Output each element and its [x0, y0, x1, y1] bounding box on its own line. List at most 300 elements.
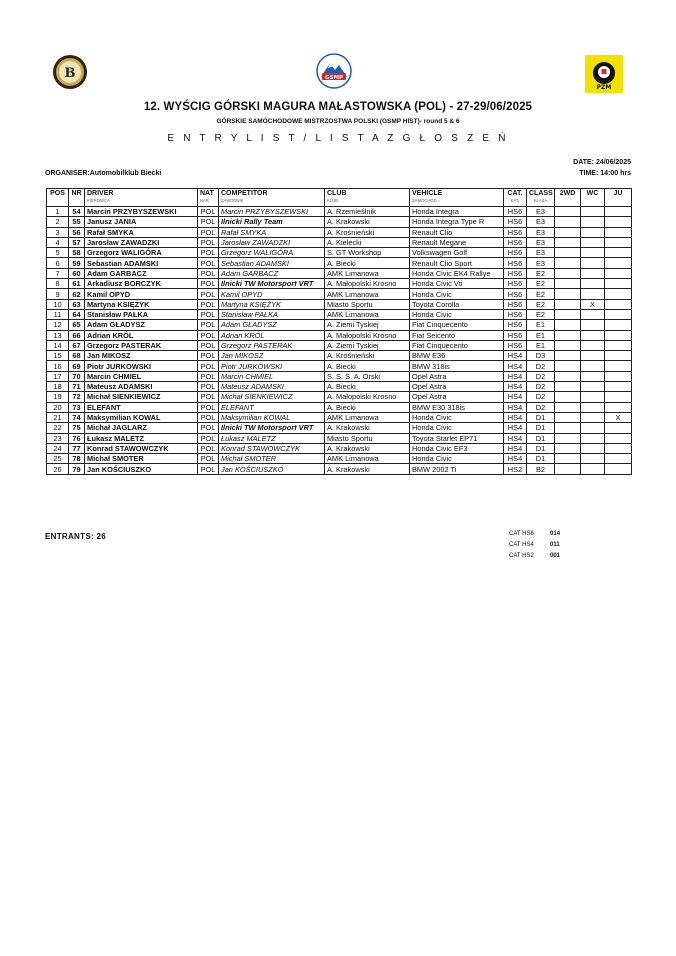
row-nat: POL [198, 207, 219, 217]
row-competitor: Martyna KSIĘŻYK [219, 299, 325, 309]
row-class: D1 [527, 433, 555, 443]
row-wc [581, 330, 605, 340]
row-driver: Rafał SMYKA [85, 227, 198, 237]
row-pos: 5 [47, 248, 69, 258]
row-2wd [555, 237, 581, 247]
row-driver: Janusz JANIA [85, 217, 198, 227]
row-driver: Marcin CHMIEL [85, 371, 198, 381]
row-vehicle: Honda Civic [410, 454, 504, 464]
row-ju [605, 361, 632, 371]
entry-list-table [46, 188, 632, 475]
row-2wd [555, 443, 581, 453]
row-vehicle: Honda Integra Type R [410, 217, 504, 227]
row-driver: Martyna KSIĘŻYK [85, 299, 198, 309]
row-class: D1 [527, 443, 555, 453]
row-pos: 14 [47, 340, 69, 350]
row-vehicle: Honda Civic [410, 309, 504, 319]
row-nr: 75 [69, 423, 85, 433]
row-ju [605, 371, 632, 381]
row-pos: 21 [47, 412, 69, 422]
row-driver: Adam GŁADYSZ [85, 320, 198, 330]
row-cat: HS6 [504, 207, 527, 217]
row-club: A. Krakowski [325, 464, 410, 474]
table-header [47, 189, 632, 207]
row-driver: Marcin PRZYBYSZEWSKI [85, 207, 198, 217]
row-pos: 12 [47, 320, 69, 330]
row-cat: HS6 [504, 309, 527, 319]
row-nat: POL [198, 392, 219, 402]
row-ju [605, 289, 632, 299]
row-competitor: Mateusz ADAMSKI [219, 382, 325, 392]
row-competitor: Michał SIENKIEWICZ [219, 392, 325, 402]
row-cat: HS6 [504, 258, 527, 268]
col-2wd: 2WD [555, 189, 581, 207]
row-competitor: Ilnicki Rally Team [219, 217, 325, 227]
row-ju [605, 330, 632, 340]
row-vehicle: BMW 318is [410, 361, 504, 371]
row-nat: POL [198, 258, 219, 268]
row-cat: HS4 [504, 433, 527, 443]
row-nr: 64 [69, 309, 85, 319]
col-cat: CAT. KAT. [504, 189, 527, 207]
row-nat: POL [198, 371, 219, 381]
row-ju [605, 258, 632, 268]
row-pos: 13 [47, 330, 69, 340]
row-2wd [555, 464, 581, 474]
row-driver: Sebastian ADAMSKI [85, 258, 198, 268]
row-cat: HS4 [504, 392, 527, 402]
row-vehicle: Renault Clio Sport [410, 258, 504, 268]
row-wc [581, 309, 605, 319]
row-nat: POL [198, 320, 219, 330]
row-cat: HS6 [504, 248, 527, 258]
row-ju [605, 207, 632, 217]
row-vehicle: Honda Civic [410, 289, 504, 299]
row-nr: 74 [69, 412, 85, 422]
row-class: E3 [527, 248, 555, 258]
row-cat: HS6 [504, 340, 527, 350]
row-nr: 78 [69, 454, 85, 464]
row-class: D2 [527, 361, 555, 371]
row-pos: 7 [47, 268, 69, 278]
row-vehicle: BMW E30 318is [410, 402, 504, 412]
row-vehicle: Toyota Starlet EP71 [410, 433, 504, 443]
row-driver: Stanisław PAŁKA [85, 309, 198, 319]
row-2wd [555, 207, 581, 217]
row-cat: HS6 [504, 217, 527, 227]
row-competitor: Adam GŁADYSZ [219, 320, 325, 330]
row-2wd [555, 279, 581, 289]
row-cat: HS6 [504, 320, 527, 330]
table-row [47, 454, 632, 464]
row-class: E3 [527, 237, 555, 247]
row-competitor: Rafał SMYKA [219, 227, 325, 237]
row-ju [605, 299, 632, 309]
row-competitor: Michał SMOTER [219, 454, 325, 464]
row-2wd [555, 454, 581, 464]
row-driver: Adam GARBACZ [85, 268, 198, 278]
row-wc [581, 237, 605, 247]
table-row [47, 320, 632, 330]
row-club: A. Krakowski [325, 443, 410, 453]
row-club: A. Biecki [325, 361, 410, 371]
row-competitor: Grzegorz WALIGÓRA [219, 248, 325, 258]
row-vehicle: Opel Astra [410, 392, 504, 402]
svg-text:B: B [64, 66, 76, 81]
row-nr: 70 [69, 371, 85, 381]
row-class: E2 [527, 299, 555, 309]
row-cat: HS2 [504, 464, 527, 474]
row-class: E2 [527, 268, 555, 278]
row-vehicle: Renault Megane [410, 237, 504, 247]
row-cat: HS6 [504, 330, 527, 340]
event-title: 12. WYŚCIG GÓRSKI MAGURA MAŁASTOWSKA (POL) - 27-29/06/2025 [143, 101, 533, 113]
row-nat: POL [198, 268, 219, 278]
organiser: ORGANISER:Automobilklub Biecki [45, 170, 162, 177]
row-nat: POL [198, 454, 219, 464]
row-cat: HS4 [504, 371, 527, 381]
row-driver: Adrian KRÓL [85, 330, 198, 340]
row-2wd [555, 217, 581, 227]
row-competitor: ELEFANT [219, 402, 325, 412]
document-time: TIME: 14:00 hrs [579, 170, 631, 177]
row-competitor: Łukasz MALETZ [219, 433, 325, 443]
row-club: A. Krośnieński [325, 227, 410, 237]
row-class: E3 [527, 217, 555, 227]
row-2wd [555, 412, 581, 422]
row-2wd [555, 258, 581, 268]
row-2wd [555, 382, 581, 392]
row-pos: 6 [47, 258, 69, 268]
row-club: Miasto Sportu [325, 433, 410, 443]
row-wc [581, 340, 605, 350]
row-class: E2 [527, 309, 555, 319]
row-ju [605, 309, 632, 319]
row-nr: 65 [69, 320, 85, 330]
col-vehicle: VEHICLE SAMOCHÓD [410, 189, 504, 207]
category-count-hs4: CAT HS4 011 [509, 542, 560, 548]
row-club: A. Małopolski Krosno [325, 392, 410, 402]
row-cat: HS4 [504, 454, 527, 464]
row-club: AMK Limanowa [325, 454, 410, 464]
row-driver: Mateusz ADAMSKI [85, 382, 198, 392]
row-driver: Arkadiusz BORCZYK [85, 279, 198, 289]
row-vehicle: Fiat Seicento [410, 330, 504, 340]
row-vehicle: BMW 2002 Ti [410, 464, 504, 474]
automobilklub-logo [52, 54, 88, 90]
row-club: A. Rzemieślnik [325, 207, 410, 217]
row-nr: 63 [69, 299, 85, 309]
row-wc [581, 454, 605, 464]
row-nr: 72 [69, 392, 85, 402]
row-pos: 24 [47, 443, 69, 453]
row-club: A. Ziemi Tyskiej [325, 340, 410, 350]
row-cat: HS6 [504, 237, 527, 247]
row-wc [581, 351, 605, 361]
row-club: A. Biecki [325, 382, 410, 392]
row-vehicle: Opel Astra [410, 382, 504, 392]
row-club: A. Małopolski Krosno [325, 330, 410, 340]
row-driver: Michał SIENKIEWICZ [85, 392, 198, 402]
row-wc [581, 227, 605, 237]
row-ju [605, 227, 632, 237]
row-club: AMK Limanowa [325, 289, 410, 299]
row-class: D2 [527, 392, 555, 402]
row-wc [581, 464, 605, 474]
table-row [47, 382, 632, 392]
table-row [47, 464, 632, 474]
row-nat: POL [198, 237, 219, 247]
row-competitor: Ilnicki TW Motorsport VRT [219, 423, 325, 433]
row-driver: Jan MIKOSZ [85, 351, 198, 361]
row-driver: Piotr JURKOWSKI [85, 361, 198, 371]
category-count-hs2: CAT HS2 001 [509, 553, 561, 559]
row-class: E2 [527, 279, 555, 289]
row-cat: HS4 [504, 361, 527, 371]
row-cat: HS4 [504, 412, 527, 422]
row-wc [581, 423, 605, 433]
row-nat: POL [198, 361, 219, 371]
table-row [47, 299, 632, 309]
row-pos: 20 [47, 402, 69, 412]
row-pos: 8 [47, 279, 69, 289]
table-row [47, 227, 632, 237]
row-nat: POL [198, 402, 219, 412]
row-ju [605, 237, 632, 247]
row-competitor: Jan MIKOSZ [219, 351, 325, 361]
row-pos: 2 [47, 217, 69, 227]
row-class: D1 [527, 412, 555, 422]
row-class: D2 [527, 402, 555, 412]
row-class: E3 [527, 227, 555, 237]
row-vehicle: Volkswagen Golf [410, 248, 504, 258]
row-vehicle: Honda Integra [410, 207, 504, 217]
gsmp-logo [316, 53, 352, 89]
row-nr: 76 [69, 433, 85, 443]
row-2wd [555, 289, 581, 299]
row-driver: Jan KOŚCIUSZKO [85, 464, 198, 474]
row-2wd [555, 433, 581, 443]
table-row [47, 412, 632, 422]
row-2wd [555, 371, 581, 381]
row-class: D3 [527, 351, 555, 361]
row-wc [581, 412, 605, 422]
row-nat: POL [198, 382, 219, 392]
col-ju: JU [605, 189, 632, 207]
row-wc [581, 248, 605, 258]
row-club: A. Ziemi Tyskiej [325, 320, 410, 330]
row-nr: 67 [69, 340, 85, 350]
table-row [47, 309, 632, 319]
row-nat: POL [198, 217, 219, 227]
table-row [47, 217, 632, 227]
row-nr: 54 [69, 207, 85, 217]
row-nat: POL [198, 423, 219, 433]
col-club: CLUB KLUB [325, 189, 410, 207]
row-pos: 11 [47, 309, 69, 319]
col-pos: POS [47, 189, 69, 207]
row-driver: Michał SMOTER [85, 454, 198, 464]
row-wc [581, 268, 605, 278]
row-ju [605, 392, 632, 402]
row-vehicle: Honda Civic EF3 [410, 443, 504, 453]
row-nat: POL [198, 279, 219, 289]
row-competitor: Stanisław PAŁKA [219, 309, 325, 319]
row-pos: 19 [47, 392, 69, 402]
row-pos: 23 [47, 433, 69, 443]
row-nat: POL [198, 330, 219, 340]
row-class: B2 [527, 464, 555, 474]
table-row [47, 207, 632, 217]
row-competitor: Adam GARBACZ [219, 268, 325, 278]
row-wc [581, 361, 605, 371]
col-wc: WC [581, 189, 605, 207]
row-competitor: Konrad STAWOWCZYK [219, 443, 325, 453]
row-club: A. Krakowski [325, 217, 410, 227]
row-cat: HS6 [504, 289, 527, 299]
row-pos: 4 [47, 237, 69, 247]
row-driver: Grzegorz PASTERAK [85, 340, 198, 350]
row-competitor: Marcin CHMIEL [219, 371, 325, 381]
row-ju [605, 268, 632, 278]
row-competitor: Ilnicki TW Motorsport VRT [219, 279, 325, 289]
row-pos: 18 [47, 382, 69, 392]
row-cat: HS6 [504, 268, 527, 278]
table-row [47, 330, 632, 340]
row-2wd [555, 423, 581, 433]
row-competitor: Piotr JURKOWSKI [219, 361, 325, 371]
row-nat: POL [198, 340, 219, 350]
row-ju [605, 464, 632, 474]
row-ju [605, 423, 632, 433]
row-competitor: Jarosław ZAWADZKI [219, 237, 325, 247]
row-2wd [555, 268, 581, 278]
row-club: AMK Limanowa [325, 268, 410, 278]
row-2wd [555, 227, 581, 237]
row-driver: Łukasz MALETZ [85, 433, 198, 443]
row-nat: POL [198, 412, 219, 422]
row-driver: Grzegorz WALIGÓRA [85, 248, 198, 258]
row-pos: 16 [47, 361, 69, 371]
row-pos: 15 [47, 351, 69, 361]
row-vehicle: Honda Civic [410, 412, 504, 422]
row-driver: Konrad STAWOWCZYK [85, 443, 198, 453]
row-ju [605, 217, 632, 227]
row-competitor: Sebastian ADAMSKI [219, 258, 325, 268]
row-2wd [555, 392, 581, 402]
row-wc [581, 217, 605, 227]
row-vehicle: Honda Civic EK4 Rallye [410, 268, 504, 278]
row-wc [581, 289, 605, 299]
row-club: AMK Limanowa [325, 309, 410, 319]
table-row [47, 289, 632, 299]
row-wc [581, 279, 605, 289]
document-date: DATE: 24/06/2025 [573, 159, 631, 166]
row-2wd [555, 402, 581, 412]
table-row [47, 361, 632, 371]
row-cat: HS4 [504, 402, 527, 412]
row-club: Miasto Sportu [325, 299, 410, 309]
row-competitor: Grzegorz PASTERAK [219, 340, 325, 350]
row-pos: 1 [47, 207, 69, 217]
row-class: E1 [527, 320, 555, 330]
row-2wd [555, 320, 581, 330]
row-vehicle: Toyota Corolla [410, 299, 504, 309]
row-nat: POL [198, 443, 219, 453]
row-nat: POL [198, 289, 219, 299]
row-cat: HS4 [504, 423, 527, 433]
row-nr: 66 [69, 330, 85, 340]
col-driver: DRIVER KIEROWCA [85, 189, 198, 207]
row-driver: ELEFANT [85, 402, 198, 412]
table-row [47, 248, 632, 258]
row-nat: POL [198, 227, 219, 237]
row-competitor: Maksymilian KOWAL [219, 412, 325, 422]
row-wc [581, 371, 605, 381]
row-class: E1 [527, 330, 555, 340]
row-2wd [555, 299, 581, 309]
table-row [47, 433, 632, 443]
row-pos: 26 [47, 464, 69, 474]
row-nr: 58 [69, 248, 85, 258]
row-club: A. Biecki [325, 402, 410, 412]
row-club: A. Krośnieński [325, 351, 410, 361]
row-cat: HS6 [504, 227, 527, 237]
row-competitor: Marcin PRZYBYSZEWSKI [219, 207, 325, 217]
row-class: E2 [527, 289, 555, 299]
row-wc [581, 402, 605, 412]
row-club: AMK Limanowa [325, 412, 410, 422]
row-ju: X [605, 412, 632, 422]
row-nat: POL [198, 299, 219, 309]
row-ju [605, 443, 632, 453]
row-vehicle: Honda Civic [410, 423, 504, 433]
table-row [47, 258, 632, 268]
table-row [47, 351, 632, 361]
row-class: D1 [527, 454, 555, 464]
row-wc [581, 392, 605, 402]
row-ju [605, 340, 632, 350]
row-wc [581, 382, 605, 392]
row-nr: 55 [69, 217, 85, 227]
col-nr: NR [69, 189, 85, 207]
row-vehicle: Honda Civic Vti [410, 279, 504, 289]
table-row [47, 268, 632, 278]
table-row [47, 402, 632, 412]
row-class: D2 [527, 371, 555, 381]
row-vehicle: Fiat Cinquecento [410, 320, 504, 330]
row-pos: 9 [47, 289, 69, 299]
row-class: D1 [527, 423, 555, 433]
row-competitor: Kamil OPYD [219, 289, 325, 299]
row-wc [581, 433, 605, 443]
row-ju [605, 382, 632, 392]
row-wc [581, 443, 605, 453]
row-ju [605, 279, 632, 289]
row-vehicle: Fiat Cinquecento [410, 340, 504, 350]
row-nr: 56 [69, 227, 85, 237]
row-nr: 71 [69, 382, 85, 392]
row-class: E1 [527, 340, 555, 350]
row-wc [581, 207, 605, 217]
row-2wd [555, 309, 581, 319]
row-cat: HS6 [504, 299, 527, 309]
row-nat: POL [198, 351, 219, 361]
row-2wd [555, 351, 581, 361]
row-nr: 57 [69, 237, 85, 247]
row-nat: POL [198, 433, 219, 443]
row-cat: HS4 [504, 351, 527, 361]
